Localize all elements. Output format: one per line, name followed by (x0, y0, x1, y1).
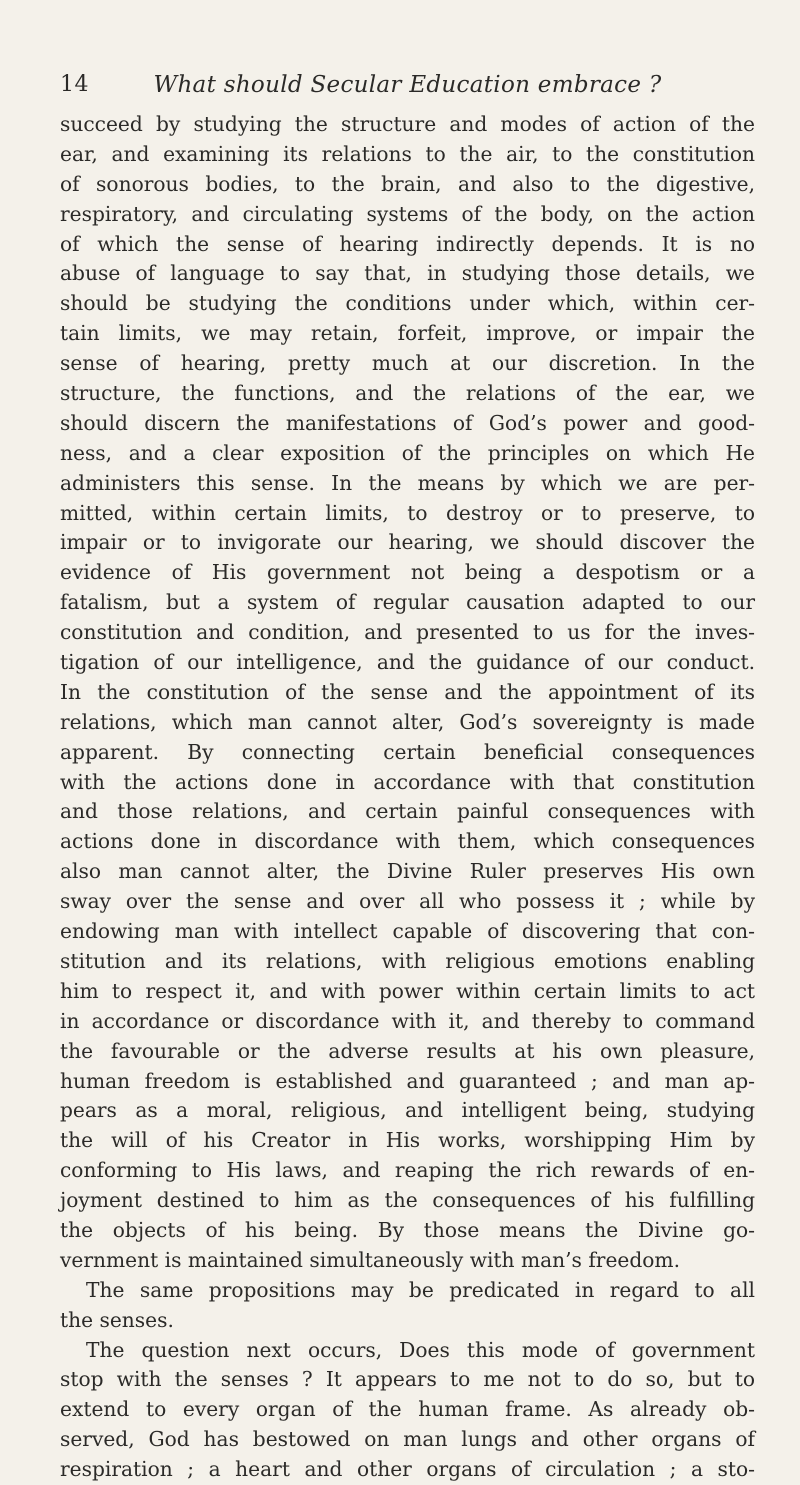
text-line: endowing man with intellect capable of discovering that con- (60, 919, 755, 944)
text-line: structure, the functions, and the relations of the ear, we (60, 381, 755, 406)
text-line: relations, which man cannot alter, God’s sovereignty is made (60, 709, 755, 734)
text-line: stitution and its relations, with religious emotions enabling (60, 948, 755, 973)
page-number: 14 (60, 72, 89, 97)
text-line: served, God has bestowed on man lungs and other organs of (60, 1427, 755, 1452)
text-line: sense of hearing, pretty much at our discretion. In the (60, 351, 755, 376)
text-line: human freedom is established and guaranteed ; and man ap- (60, 1068, 755, 1093)
text-line: evidence of His government not being a despotism or a (60, 560, 755, 585)
text-line: pears as a moral, religious, and intelligent being, studying (60, 1098, 755, 1123)
text-line: ear, and examining its relations to the air, to the constitution (60, 141, 755, 166)
text-line: apparent. By connecting certain beneficial consequences (60, 739, 755, 764)
text-line: fatalism, but a system of regular causation adapted to our (60, 590, 755, 615)
text-line: vernment is maintained simultaneously with man’s freedom. (60, 1247, 680, 1272)
text-line: tain limits, we may retain, forfeit, improve, or impair the (60, 321, 755, 346)
text-line: stop with the senses ? It appears to me not to do so, but to (60, 1367, 755, 1392)
text-line: the senses. (60, 1307, 174, 1332)
text-line: of which the sense of hearing indirectly depends. It is no (60, 231, 755, 256)
text-line: respiratory, and circulating systems of the body, on the action (60, 201, 755, 226)
page-header (60, 72, 755, 102)
running-title: What should Secular Education embrace ? (153, 72, 662, 98)
text-line: administers this sense. In the means by which we are per- (60, 470, 755, 495)
text-line: should be studying the conditions under which, within cer- (60, 291, 755, 316)
text-line: respiration ; a heart and other organs of circulation ; a sto- (60, 1457, 755, 1482)
text-line: the will of his Creator in His works, worshipping Him by (60, 1128, 755, 1153)
text-line: him to respect it, and with power within certain limits to act (60, 978, 755, 1003)
text-line: joyment destined to him as the consequences of his fulfilling (60, 1188, 755, 1213)
text-line: of sonorous bodies, to the brain, and also to the digestive, (60, 171, 755, 196)
text-line: The question next occurs, Does this mode of government (86, 1337, 755, 1362)
text-line: abuse of language to say that, in studying those details, we (60, 261, 755, 286)
text-line: In the constitution of the sense and the appointment of its (60, 679, 755, 704)
text-line: conforming to His laws, and reaping the rich rewards of en- (60, 1158, 755, 1183)
text-line: tigation of our intelligence, and the guidance of our conduct. (60, 650, 755, 675)
text-line: ness, and a clear exposition of the principles on which He (60, 440, 755, 465)
text-line: sway over the sense and over all who possess it ; while by (60, 889, 755, 914)
text-line: should discern the manifestations of God’s power and good- (60, 410, 755, 435)
text-line: and those relations, and certain painful consequences with (60, 799, 755, 824)
text-line: the favourable or the adverse results at his own pleasure, (60, 1038, 755, 1063)
text-line: constitution and condition, and presented to us for the inves- (60, 620, 755, 645)
text-line: extend to every organ of the human frame. As already ob- (60, 1397, 755, 1422)
body-text (60, 110, 755, 1485)
text-line: succeed by studying the structure and modes of action of the (60, 112, 755, 136)
text-line: mitted, within certain limits, to destroy or to preserve, to (60, 500, 755, 525)
text-line: the objects of his being. By those means the Divine go- (60, 1217, 755, 1242)
text-line: impair or to invigorate our hearing, we should discover the (60, 530, 755, 555)
text-line: with the actions done in accordance with that constitution (60, 769, 755, 794)
text-line: in accordance or discordance with it, and thereby to command (60, 1008, 755, 1033)
text-line: The same propositions may be predicated in regard to all (86, 1277, 755, 1302)
text-line: also man cannot alter, the Divine Ruler preserves His own (60, 859, 755, 884)
text-line: actions done in discordance with them, which consequences (60, 829, 755, 854)
